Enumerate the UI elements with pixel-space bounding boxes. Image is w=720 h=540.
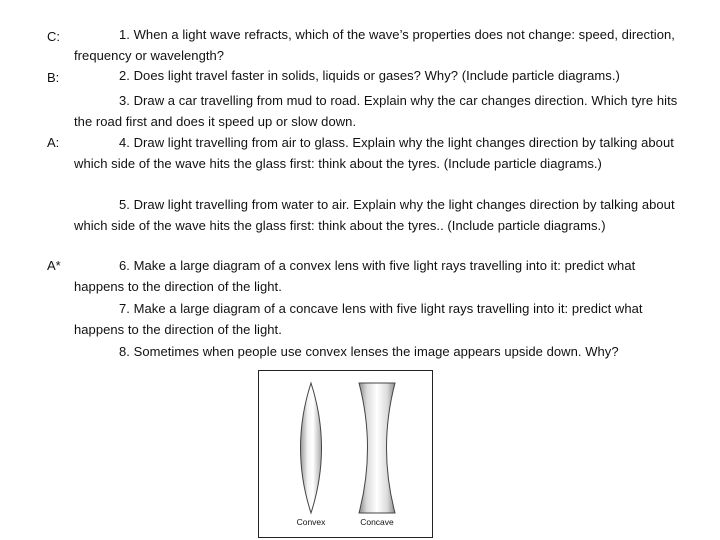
grade-label-c: C: [47, 29, 60, 44]
question-6: 6. Make a large diagram of a convex lens with five light rays travelling into it: predict what happens to the direction of the light. [74, 258, 636, 294]
concave-label: Concave [360, 517, 394, 527]
convex-label: Convex [296, 517, 326, 527]
lens-figure [258, 370, 433, 538]
convex-lens [301, 383, 322, 513]
question-1: 1. When a light wave refracts, which of the wave’s properties does not change: speed, direction, frequency or wavelength? [74, 27, 675, 63]
grade-label-a-star: A* [47, 258, 61, 273]
question-2: 2. Does light travel faster in solids, liquids or gases? Why? (Include particle diagrams.) [119, 68, 620, 83]
question-8: 8. Sometimes when people use convex lenses the image appears upside down. Why? [119, 344, 619, 359]
question-7: 7. Make a large diagram of a concave lens with five light rays travelling into it: predict what happens to the direction of the light. [74, 301, 643, 337]
question-5: 5. Draw light travelling from water to air. Explain why the light changes direction by talking about which side of the wave hits the glass first: think about the tyres.. (Include particle diagrams.) [74, 197, 675, 233]
grade-label-b: B: [47, 70, 60, 85]
question-4: 4. Draw light travelling from air to glass. Explain why the light changes direction by talking about which side of the wave hits the glass first: think about the tyres. (Include particle diagrams.) [74, 135, 674, 171]
grade-label-a: A: [47, 135, 60, 150]
question-3: 3. Draw a car travelling from mud to road. Explain why the car changes direction. Which tyre hits the road first and does it speed up or slow down. [74, 93, 678, 129]
lens-diagram [259, 371, 434, 539]
concave-lens [359, 383, 395, 513]
